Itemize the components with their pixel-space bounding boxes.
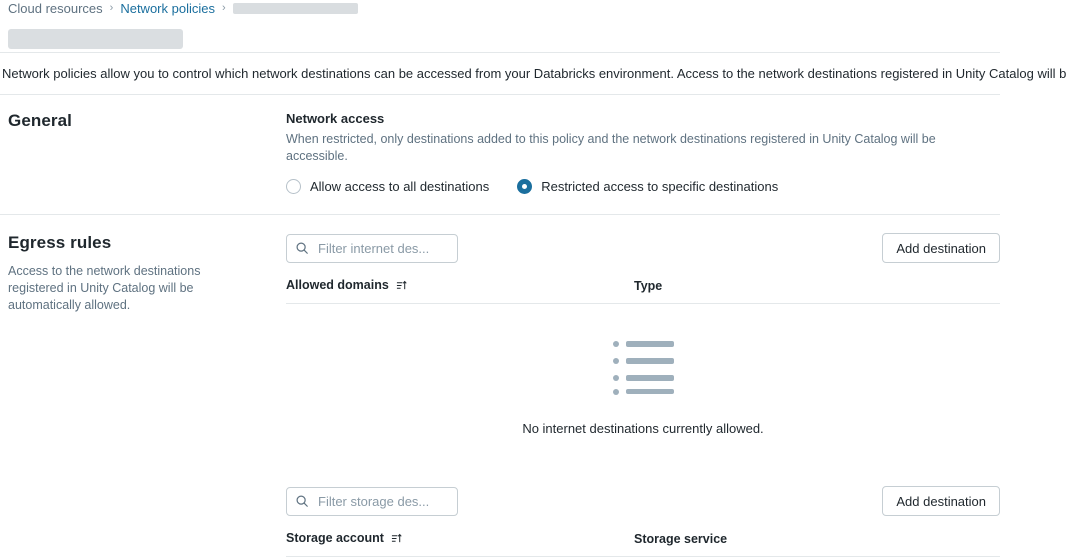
breadcrumb-item-network-policies[interactable]: Network policies xyxy=(120,0,215,16)
search-icon xyxy=(295,241,309,255)
sort-ascending-icon[interactable] xyxy=(396,280,407,294)
section-general xyxy=(0,95,1000,194)
sort-ascending-icon[interactable] xyxy=(391,533,402,547)
section-egress-heading: Egress rules xyxy=(8,233,112,252)
radio-restricted-access-label: Restricted access to specific destinations xyxy=(541,179,779,194)
section-egress-rules xyxy=(0,215,1000,557)
column-storage-account[interactable] xyxy=(286,531,634,557)
table-header-row xyxy=(286,278,1000,304)
table-header-row xyxy=(286,531,1000,557)
section-general-heading: General xyxy=(8,111,73,130)
internet-destinations-table xyxy=(286,278,1000,304)
radio-circle-icon xyxy=(286,179,301,194)
breadcrumb xyxy=(8,0,1000,16)
section-general-right xyxy=(286,111,1000,194)
page-title-redacted xyxy=(8,29,183,49)
section-egress-right xyxy=(286,233,1000,557)
add-internet-destination-button[interactable]: Add destination xyxy=(882,233,1000,263)
page-title xyxy=(8,26,1000,52)
search-icon xyxy=(295,494,309,508)
column-storage-service xyxy=(634,531,1000,557)
radio-allow-all-destinations[interactable] xyxy=(286,179,489,194)
breadcrumb-separator-icon: › xyxy=(221,2,226,14)
internet-filter-input[interactable] xyxy=(316,240,449,257)
breadcrumb-item-cloud-resources[interactable]: Cloud resources xyxy=(8,0,103,16)
network-access-help: When restricted, only destinations added to this policy and the network destinations registered in Unity Catalog will be accessible. xyxy=(286,132,936,163)
internet-destinations-toolbar xyxy=(286,233,1000,263)
breadcrumb-item-policy-id-redacted[interactable] xyxy=(233,3,358,14)
storage-filter-input[interactable] xyxy=(316,493,449,510)
column-storage-service-label: Storage service xyxy=(634,532,728,546)
storage-destinations-table xyxy=(286,531,1000,557)
empty-list-icon xyxy=(612,338,674,399)
internet-destinations-empty-state xyxy=(286,304,1000,462)
page-description: Network policies allow you to control which network destinations can be accessed from your Databricks environment. Access to the network destinations registered in Unity Catalog will b xyxy=(2,66,1066,81)
column-storage-account-label: Storage account xyxy=(286,531,384,545)
section-egress-left xyxy=(0,233,286,557)
network-access-label: Network access xyxy=(286,111,385,126)
section-egress-description: Access to the network destinations registered in Unity Catalog will be automatically allowed. xyxy=(8,264,201,312)
network-access-radio-group xyxy=(286,179,1000,194)
storage-filter-search[interactable] xyxy=(286,487,458,516)
radio-allow-all-destinations-label: Allow access to all destinations xyxy=(310,179,490,194)
breadcrumb-separator-icon: › xyxy=(109,2,114,14)
column-allowed-domains[interactable] xyxy=(286,278,634,304)
radio-restricted-access[interactable] xyxy=(517,179,778,194)
storage-destinations-toolbar xyxy=(286,486,1000,516)
radio-circle-filled-icon xyxy=(517,179,532,194)
add-storage-destination-button[interactable]: Add destination xyxy=(882,486,1000,516)
column-type-label: Type xyxy=(634,279,663,293)
internet-destinations-empty-message: No internet destinations currently allowed. xyxy=(522,421,764,436)
section-general-left xyxy=(0,111,286,194)
column-type xyxy=(634,278,1000,304)
internet-filter-search[interactable] xyxy=(286,234,458,263)
column-allowed-domains-label: Allowed domains xyxy=(286,278,389,292)
